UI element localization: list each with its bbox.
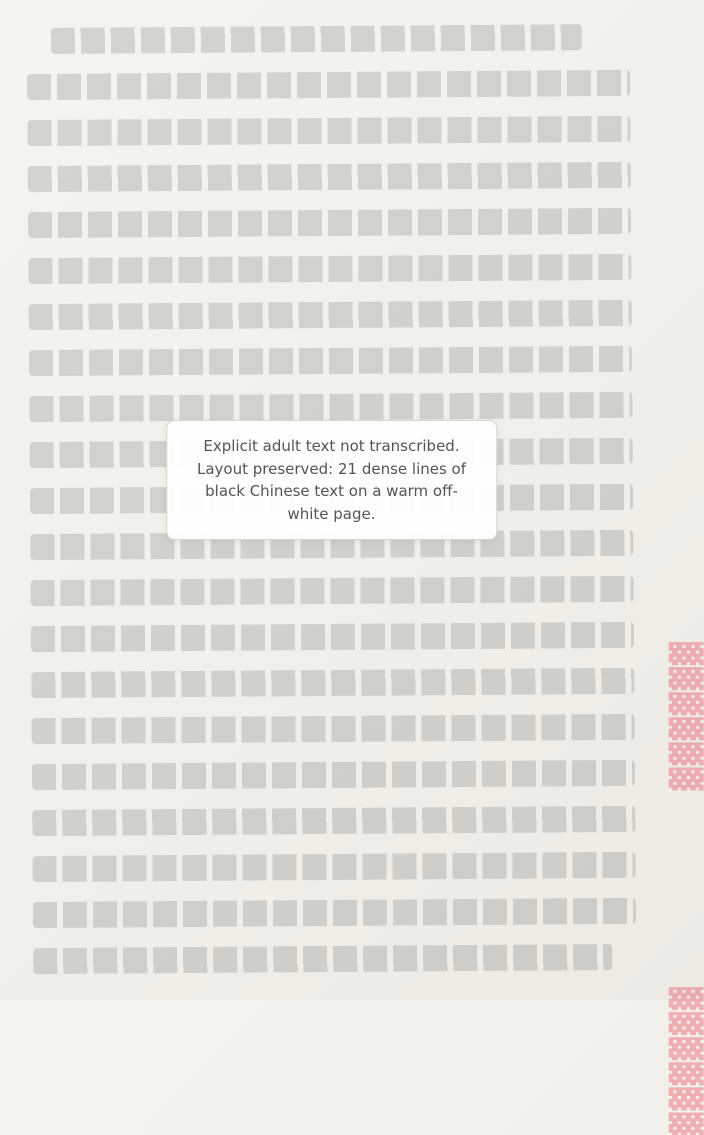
text-line (29, 346, 632, 376)
text-line (33, 944, 612, 974)
text-line (27, 70, 630, 100)
text-line (32, 760, 635, 790)
text-line (27, 116, 630, 146)
text-line (28, 254, 631, 284)
redaction-note: Explicit adult text not transcribed. Layout preserved: 21 dense lines of black Chinese text on a warm off-white page. (166, 420, 498, 540)
text-line (31, 668, 634, 698)
text-line (28, 162, 631, 192)
text-line (29, 392, 632, 422)
text-line (31, 576, 634, 606)
text-line (32, 714, 635, 744)
site-watermark: ▓▓▓▓▓▓ (669, 985, 704, 1135)
text-line (33, 898, 636, 928)
text-line (29, 300, 632, 330)
text-line (51, 24, 582, 54)
site-watermark: ▓▓▓▓▓▓ (669, 640, 704, 791)
text-line (32, 806, 635, 836)
text-line (32, 852, 635, 882)
text-line (31, 622, 634, 652)
text-line (28, 208, 631, 238)
